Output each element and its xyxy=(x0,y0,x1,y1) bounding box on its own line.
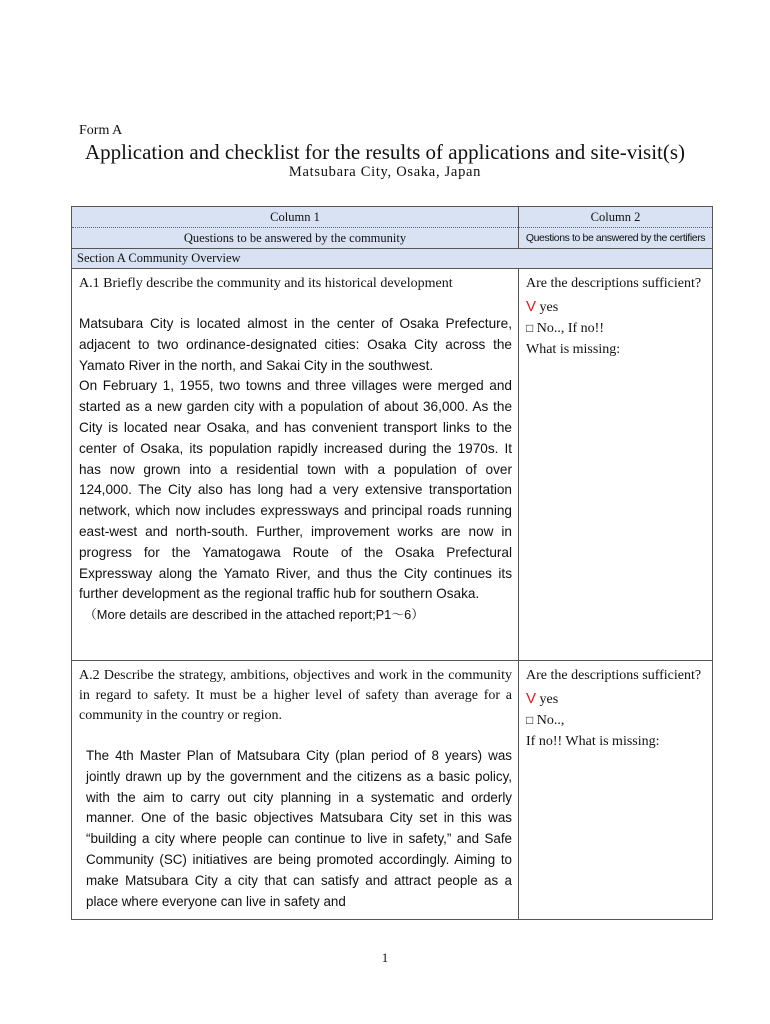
a2-row xyxy=(72,661,713,920)
column-title-row xyxy=(72,207,713,228)
a2-no-option[interactable] xyxy=(526,710,706,731)
a1-certifier-cell xyxy=(519,269,713,661)
a1-yes-option[interactable] xyxy=(526,296,706,318)
checkbox-icon: □ xyxy=(526,713,534,727)
a1-cert-question: Are the descriptions sufficient? xyxy=(526,276,702,291)
column-subtitle-row xyxy=(72,228,713,249)
page-number: 1 xyxy=(381,950,389,965)
a2-community-cell xyxy=(72,661,519,920)
checkbox-icon: □ xyxy=(526,321,534,335)
document-subtitle: Matsubara City, Osaka, Japan xyxy=(288,164,482,180)
a1-yes-label: yes xyxy=(539,300,559,315)
section-a-title: Section A Community Overview xyxy=(72,249,713,269)
section-a-row xyxy=(72,249,713,269)
a1-row xyxy=(72,269,713,661)
a1-missing-label: What is missing: xyxy=(526,342,621,357)
column-1-title: Column 1 xyxy=(72,207,519,228)
a2-cert-question: Are the descriptions sufficient? xyxy=(526,668,702,683)
a2-certifier-cell xyxy=(519,661,713,920)
a2-yes-label: yes xyxy=(539,692,559,707)
certifier-questions-header: Questions to be answered by the certifiers xyxy=(519,228,713,249)
column-2-title: Column 2 xyxy=(519,207,713,228)
a2-no-label: No.., xyxy=(536,713,565,728)
a1-question: A.1 Briefly describe the community and its historical development xyxy=(79,276,453,291)
checkmark-icon: V xyxy=(526,690,537,707)
a1-no-option[interactable] xyxy=(526,318,706,339)
document-title: Application and checklist for the results of applications and site-visit(s) xyxy=(84,140,686,164)
form-label: Form A xyxy=(79,123,123,138)
community-questions-header: Questions to be answered by the community xyxy=(72,228,519,249)
a1-answer xyxy=(72,294,518,605)
a1-reference-note: （More details are described in the attached report;P1～6） xyxy=(84,607,425,623)
a1-answer-paragraph-2: On February 1, 1955, two towns and three villages were merged and started as a new garden city with a population of about 36,000. As the City is located near Osaka, and has convenient transport links to the center of Osaka, its population rapidly increased during the 1970s. It has now grown into a residential town with a population of over 124,000. The City also has long had a very extensive transportation network, which now includes expressways and principal roads running east-west and north-south. Further, improvement works are now in progress for the Yamatogawa Route of the Osaka Prefectural Expressway along the Yamato River, and thus the City continues its further development as the regional traffic hub for southern Osaka. xyxy=(79,378,512,602)
a2-question: A.2 Describe the strategy, ambitions, objectives and work in the community in regard to safety. It must be a higher level of safety than average for a community in the country or region. xyxy=(79,668,512,723)
a1-no-label: No.., If no!! xyxy=(536,321,605,336)
a2-answer: The 4th Master Plan of Matsubara City (plan period of 8 years) was jointly drawn up by the government and the citizens as a basic policy, with the aim to carry out city planning in a systematic and orderly manner. One of the basic objectives Matsubara City set in this was “building a city where people can continue to live in safety,” and Safe Community (SC) initiatives are being promoted accordingly. Aiming to make Matsubara City a city that can satisfy and attract people as a place where everyone can live in safety and xyxy=(86,748,512,909)
checkmark-icon: V xyxy=(526,298,537,315)
a2-missing-label: If no!! What is missing: xyxy=(526,734,660,749)
a1-community-cell xyxy=(72,269,519,661)
a2-yes-option[interactable] xyxy=(526,688,706,710)
checklist-table xyxy=(71,206,713,920)
a1-answer-paragraph-1: Matsubara City is located almost in the center of Osaka Prefecture, adjacent to two ordinance-designated cities: Osaka City across the Yamato River in the north, and Sakai City in the southwest. xyxy=(79,316,512,373)
